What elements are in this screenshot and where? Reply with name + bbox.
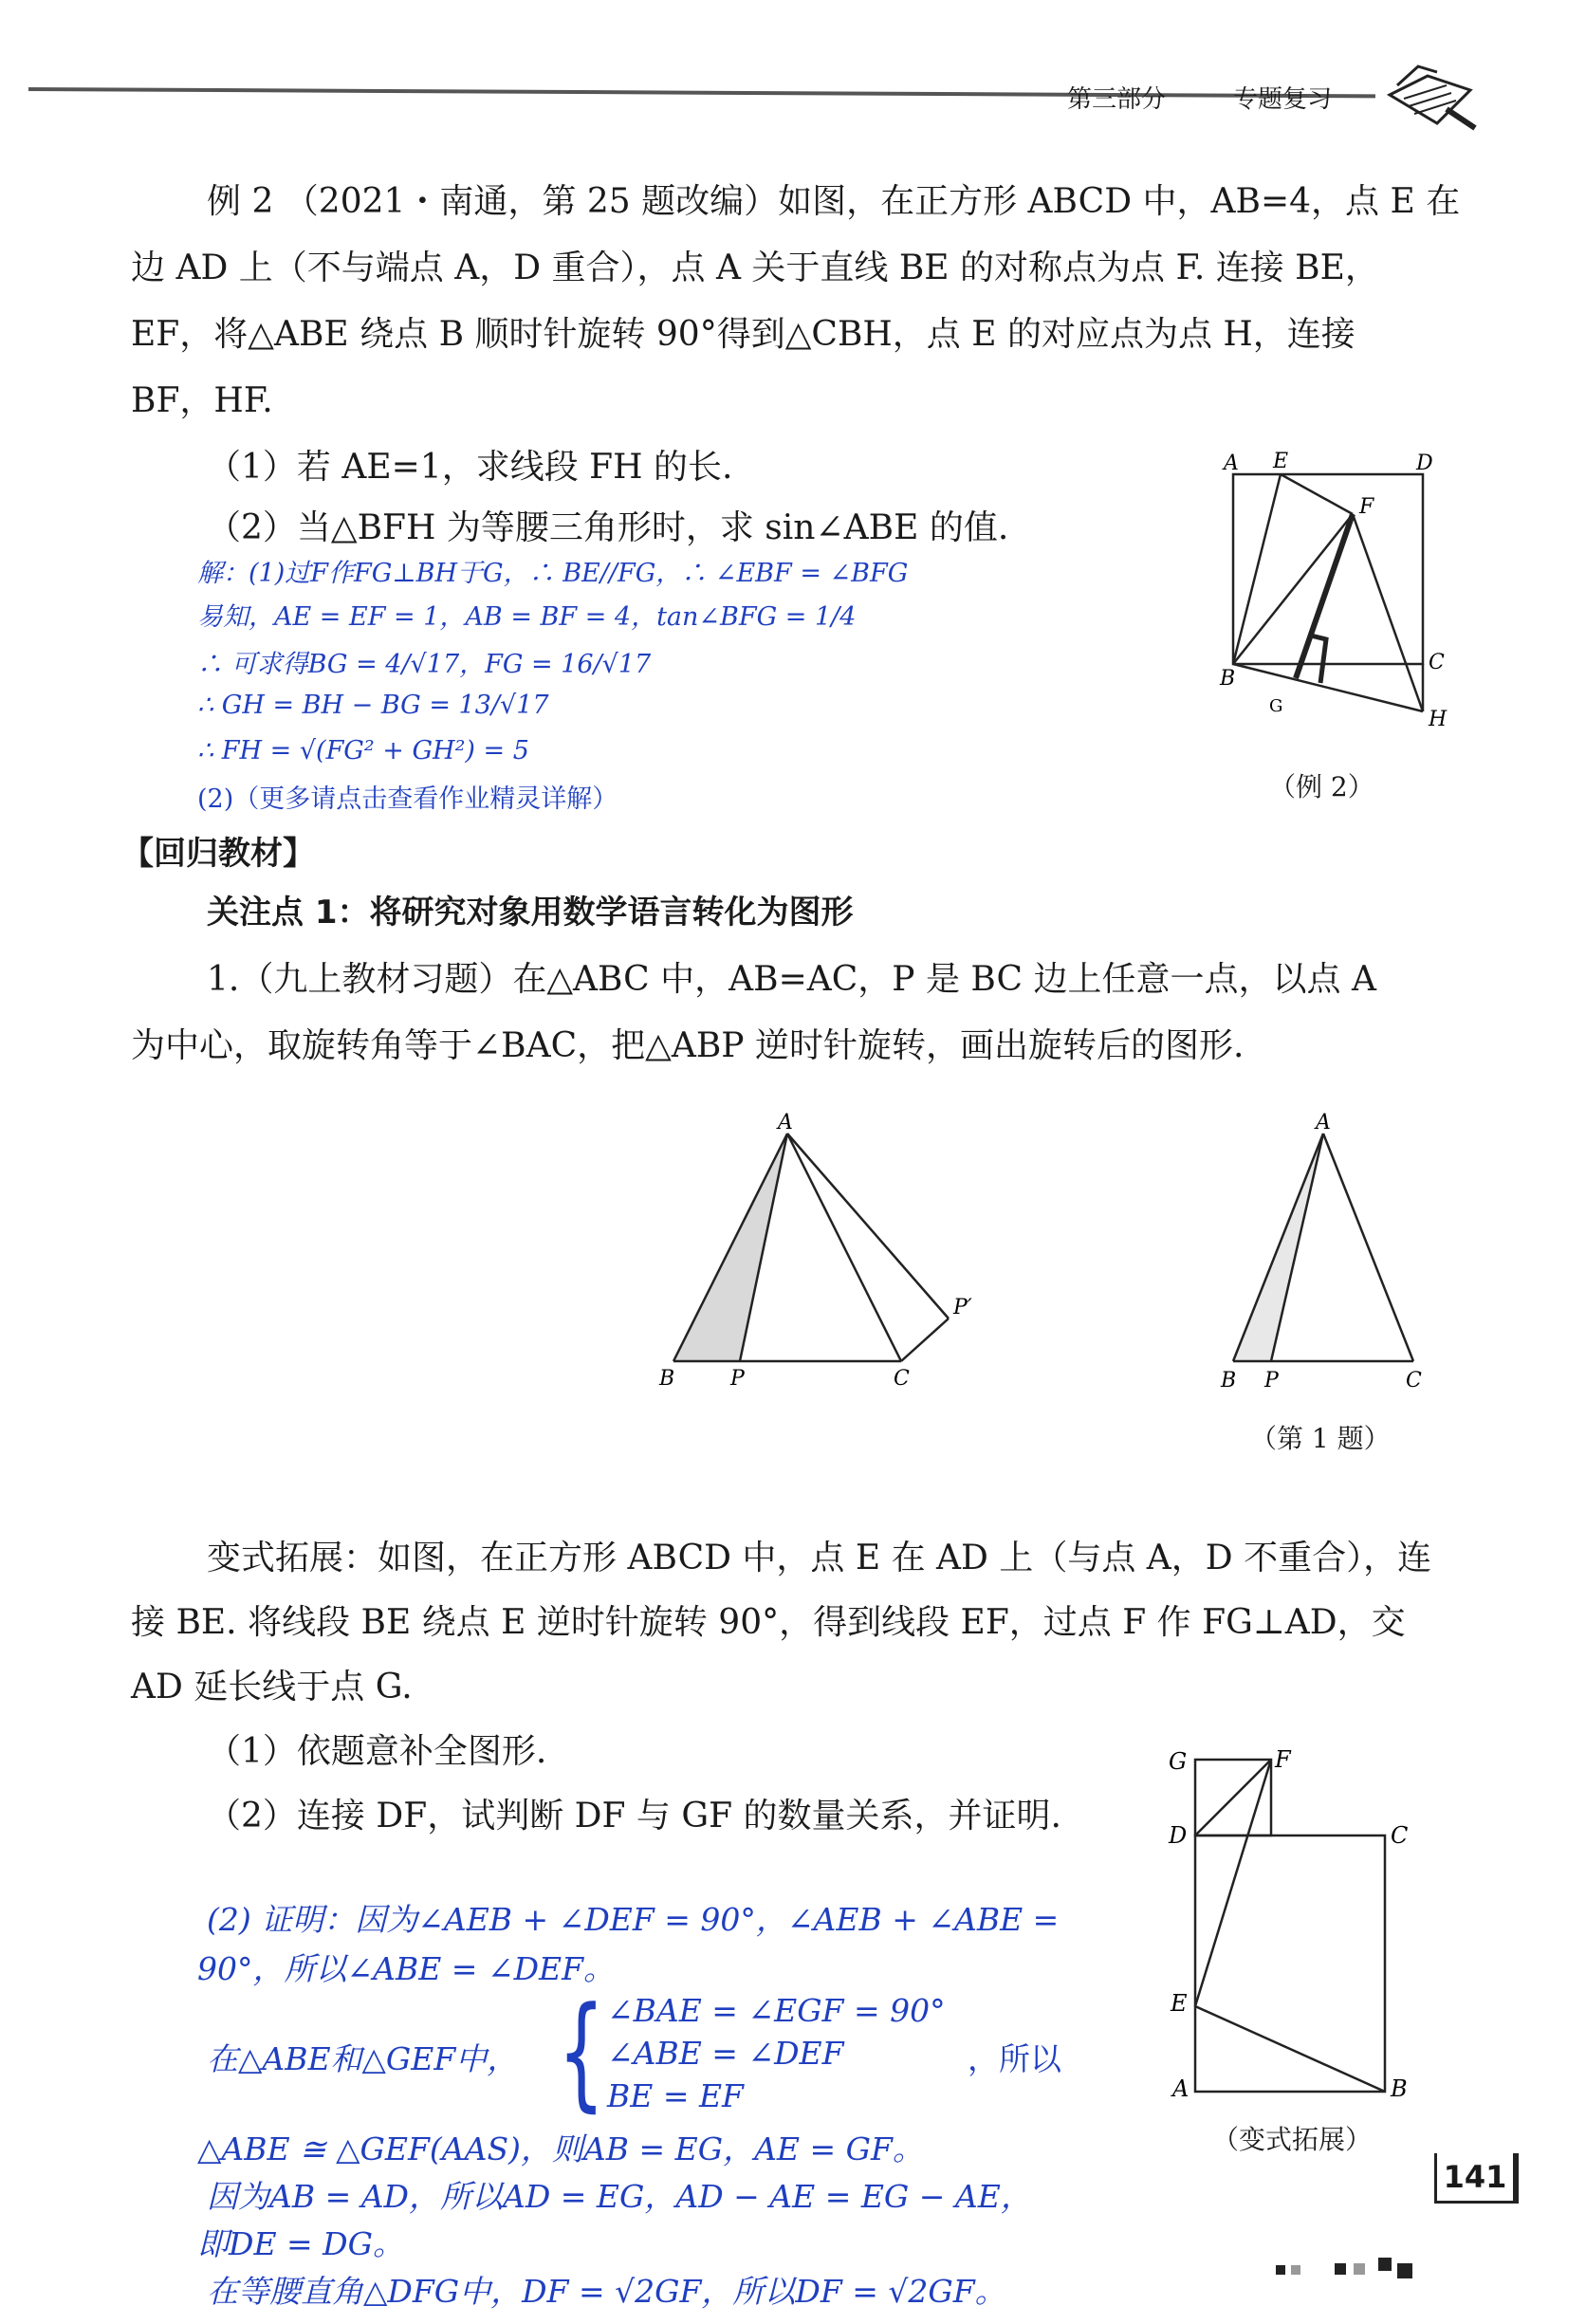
example2-line-4: BF，HF.	[131, 381, 273, 420]
problem1-line-2: 为中心，取旋转角等于∠BAC，把△ABP 逆时针旋转，画出旋转后的图形.	[131, 1026, 1245, 1065]
label-B: B	[659, 1367, 675, 1391]
solution-line-5: ∴ FH = √(FG² + GH²) = 5	[197, 736, 529, 765]
label-C: C	[1406, 1369, 1422, 1393]
label-H: H	[1429, 708, 1448, 731]
proof-cond-3: BE = EF	[607, 2077, 744, 2114]
decorative-squares	[1266, 2239, 1494, 2286]
label-C: C	[1429, 651, 1445, 674]
header-section: 第三部分	[1067, 85, 1167, 114]
problem1-line-1: 1.（九上教材习题）在△ABC 中，AB=AC，P 是 BC 边上任意一点，以点 A	[207, 960, 1376, 999]
solution-line-6: (2)（更多请点击查看作业精灵详解）	[197, 784, 618, 814]
proof-line-6: 即DE = DG。	[197, 2225, 404, 2262]
proof-brace: {	[558, 1980, 605, 2124]
header-topic: 专题复习	[1233, 85, 1333, 114]
label-G: G	[1169, 1748, 1188, 1775]
label-A: A	[1316, 1111, 1331, 1134]
label-A: A	[1224, 452, 1239, 475]
solution-line-3: ∴ 可求得BG = 4/√17，FG = 16/√17	[197, 650, 652, 679]
proof-line-1: (2) 证明：因为∠AEB + ∠DEF = 90°，∠AEB + ∠ABE =	[207, 1901, 1060, 1938]
header-rule	[28, 87, 1375, 98]
proof-line-5: 因为AB = AD，所以AD = EG，AD − AE = EG − AE，	[207, 2178, 1032, 2215]
label-A: A	[778, 1111, 793, 1134]
notebook-icon	[1380, 57, 1485, 138]
label-F: F	[1359, 495, 1374, 519]
variant-line-2: 接 BE. 将线段 BE 绕点 E 逆时针旋转 90°，得到线段 EF，过点 F 作 FG⊥AD，交	[131, 1603, 1406, 1642]
problem1-caption: （第 1 题）	[1250, 1423, 1391, 1454]
label-P: P	[1264, 1369, 1279, 1393]
example2-line-3: EF，将△ABE 绕点 B 顺时针旋转 90°得到△CBH，点 E 的对应点为点 H，连接	[131, 315, 1355, 354]
label-C: C	[1391, 1822, 1409, 1849]
variant-figure	[1148, 1731, 1461, 2106]
proof-line-2: 90°，所以∠ABE = ∠DEF。	[197, 1950, 616, 1987]
label-B: B	[1391, 2075, 1408, 2102]
example2-q1: （1）若 AE=1，求线段 FH 的长.	[207, 448, 733, 487]
problem1-figure-left	[607, 1100, 987, 1394]
example2-caption: （例 2）	[1269, 771, 1374, 802]
example2-line-2: 边 AD 上（不与端点 A，D 重合），点 A 关于直线 BE 的对称点为点 F. 连接 BE，	[131, 249, 1379, 287]
variant-caption: （变式拓展）	[1212, 2124, 1373, 2155]
label-E: E	[1171, 1990, 1188, 2017]
example2-line-1: 例 2 （2021・南通，第 25 题改编）如图，在正方形 ABCD 中，AB=4，点 E 在	[207, 182, 1461, 221]
page-number: 141	[1434, 2153, 1519, 2204]
variant-q2: （2）连接 DF，试判断 DF 与 GF 的数量关系，并证明.	[207, 1797, 1061, 1835]
variant-line-1: 变式拓展：如图，在正方形 ABCD 中，点 E 在 AD 上（与点 A，D 不重合），连	[207, 1539, 1432, 1577]
proof-line-7: 在等腰直角△DFG中，DF = √2GF，所以DF = √2GF。	[207, 2273, 1006, 2310]
label-F: F	[1275, 1746, 1291, 1773]
label-P: P	[730, 1367, 745, 1391]
solution-line-4: ∴ GH = BH − BG = 13/√17	[197, 691, 549, 720]
focus-point: 关注点 1：将研究对象用数学语言转化为图形	[207, 894, 854, 931]
section-title: 【回归教材】	[121, 835, 315, 873]
variant-q1: （1）依题意补全图形.	[207, 1732, 547, 1771]
solution-line-2: 易知，AE = EF = 1，AB = BF = 4，tan∠BFG = 1/4	[197, 602, 857, 632]
proof-line-4: △ABE ≅ △GEF(AAS)，则AB = EG，AE = GF。	[197, 2130, 924, 2167]
label-B: B	[1220, 667, 1236, 691]
label-G: G	[1269, 696, 1283, 716]
proof-so: ，所以	[968, 2040, 1061, 2077]
proof-line-3: 在△ABE和△GEF中，	[207, 2040, 519, 2077]
label-C: C	[894, 1367, 910, 1391]
variant-line-3: AD 延长线于点 G.	[131, 1668, 413, 1706]
proof-cond-1: ∠BAE = ∠EGF = 90°	[607, 1992, 946, 2029]
solution-line-1: 解：(1)过F作FG⊥BH于G，∴ BE//FG，∴ ∠EBF = ∠BFG	[197, 559, 909, 588]
label-P-prime: P′	[953, 1296, 972, 1319]
label-D: D	[1416, 452, 1433, 475]
example2-q2: （2）当△BFH 为等腰三角形时，求 sin∠ABE 的值.	[207, 508, 1009, 547]
label-A: A	[1172, 2075, 1190, 2102]
label-D: D	[1169, 1822, 1188, 1849]
label-B: B	[1221, 1369, 1237, 1393]
example2-figure	[1214, 441, 1461, 754]
problem1-figure-right	[1200, 1100, 1428, 1394]
label-E: E	[1273, 450, 1289, 473]
proof-cond-2: ∠ABE = ∠DEF	[607, 2035, 844, 2072]
